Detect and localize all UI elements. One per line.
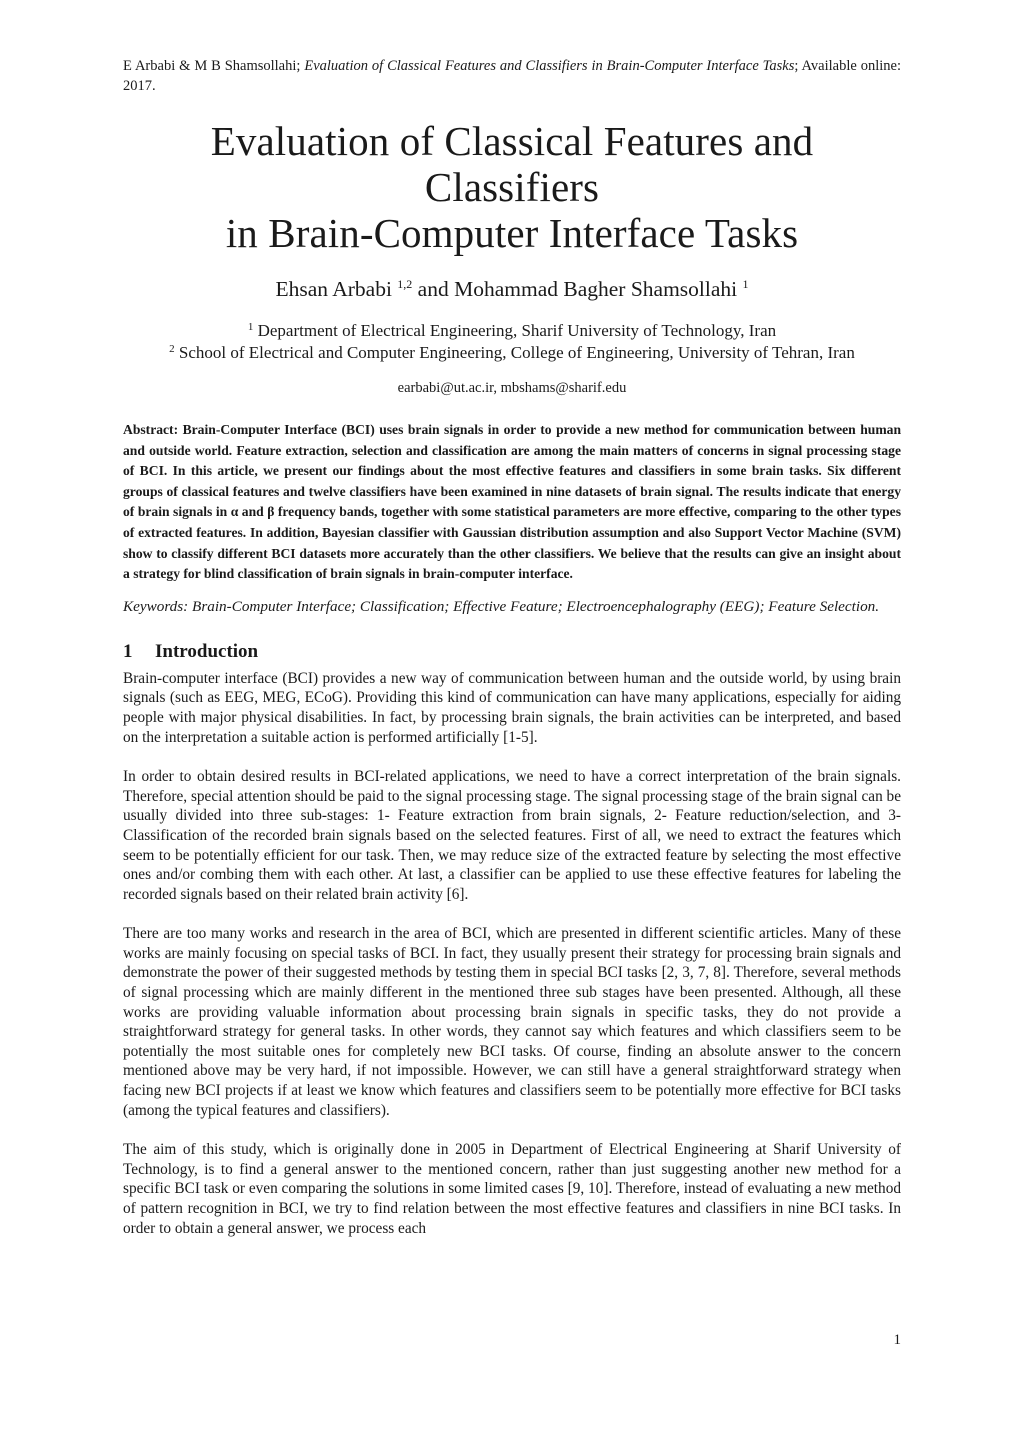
author-emails: earbabi@ut.ac.ir, mbshams@sharif.edu	[397, 380, 627, 396]
affiliation-1	[123, 320, 901, 342]
affiliation-2-text: School of Electrical and Computer Engineering, College of Engineering, University of Tehran, Iran	[174, 343, 855, 362]
author-2: and Mohammad Bagher Shamsollahi	[412, 277, 743, 301]
author-1: Ehsan Arbabi	[275, 277, 398, 301]
page-number: 1	[893, 1332, 901, 1348]
running-header-authors: E Arbabi & M B Shamsollahi;	[123, 58, 305, 74]
author-2-affiliation: 1	[742, 277, 749, 291]
author-1-affiliation: 1,2	[397, 277, 413, 291]
section-title: Introduction	[155, 640, 259, 662]
section-number: 1	[123, 640, 133, 662]
intro-paragraph-2: In order to obtain desired results in BCI-related applications, we need to have a correct interpretation of the brain signals. Therefore, special attention should be paid to the signal processing stage. The signal processing stage of the brain signal can be usually divided into three sub-stages: 1- Feature extraction from brain signals, 2- Feature reduction/selection, and 3- Classification of the recorded brain signals based on the selected features. First of all, we need to extract the features which seem to be potentially efficient for our task. Then, we may reduce size of the extracted feature by selecting the most effective ones and/or combing them with each other. At last, a classifier can be applied to use these effective features for labeling the recorded signals based on their related brain activity [6].	[123, 768, 901, 903]
affiliation-2	[123, 342, 901, 364]
intro-paragraph-1: Brain-computer interface (BCI) provides a new way of communication between human and the outside world, by using brain signals (such as EEG, MEG, ECoG). Providing this kind of communication can have many applications, especially for aiding people with major physical disabilities. In fact, by processing brain signals, the brain activities can be interpreted, and based on the interpretation a suitable action is performed artificially [1-5].	[123, 669, 901, 746]
paper-page	[123, 56, 901, 1238]
intro-paragraph-3: There are too many works and research in the area of BCI, which are presented in different scientific articles. Many of these works are mainly focusing on special tasks of BCI. In fact, they usually present their strategy for processing brain signals and demonstrate the power of their suggested methods by testing them in special BCI tasks [2, 3, 7, 8]. Therefore, several methods of signal processing which are mainly different in the mentioned three sub stages have been presented. Although, all these works are providing valuable information about processing brain signals in specific tasks, they do not provide a straightforward strategy for general tasks. In other words, they cannot say which features and which classifiers seem to be potentially the most suitable ones for completely new BCI tasks. Of course, finding an absolute answer to the concern mentioned above may be very hard, if not impossible. However, we can still have a general straightforward strategy when facing new BCI projects if at least we know which features and classifiers seem to be potentially more effective for BCI tasks (among the typical features and classifiers).	[123, 925, 901, 1119]
running-header-tail: ; Available online: 2017.	[123, 58, 901, 94]
intro-paragraph-4: The aim of this study, which is originally done in 2005 in Department of Electrical Engineering at Sharif University of Technology, is to find a general answer to the mentioned concern, rather than just suggesting another new method for a specific BCI task or even comparing the solutions in some limited cases [9, 10]. Therefore, instead of evaluating a new method of pattern recognition in BCI, we try to find relation between the most effective features and classifiers in nine BCI tasks. In order to obtain a general answer, we process each	[123, 1141, 901, 1237]
author-list	[123, 276, 901, 302]
paper-title-line-2: in Brain-Computer Interface Tasks	[225, 210, 799, 256]
affiliation-2-marker: 2	[169, 343, 175, 355]
paper-title-line-1: Evaluation of Classical Features and Classifiers	[210, 118, 814, 210]
running-header-title: Evaluation of Classical Features and Classifiers in Brain-Computer Interface Tasks	[304, 58, 795, 74]
running-header	[123, 56, 901, 96]
paper-title	[123, 118, 901, 256]
keywords: Keywords: Brain-Computer Interface; Classification; Effective Feature; Electroencephalography (EEG); Feature Selection.	[123, 597, 880, 615]
affiliation-1-marker: 1	[247, 321, 254, 333]
affiliations	[123, 320, 901, 364]
section-heading	[123, 641, 901, 663]
abstract: Abstract: Brain-Computer Interface (BCI) uses brain signals in order to provide a new method for communication between human and outside world. Feature extraction, selection and classification are among the main matters of concerns in signal processing stage of BCI. In this article, we present our findings about the most effective features and classifiers in some brain tasks. Six different groups of classical features and twelve classifiers have been examined in nine datasets of brain signal. The results indicate that energy of brain signals in α and β frequency bands, together with some statistical parameters are more effective, comparing to the other types of extracted features. In addition, Bayesian classifier with Gaussian distribution assumption and also Support Vector Machine (SVM) show to classify different BCI datasets more accurately than the other classifiers. We believe that the results can give an insight about a strategy for blind classification of brain signals in brain-computer interface.	[123, 422, 901, 582]
affiliation-1-text: Department of Electrical Engineering, Sharif University of Technology, Iran	[253, 321, 777, 340]
